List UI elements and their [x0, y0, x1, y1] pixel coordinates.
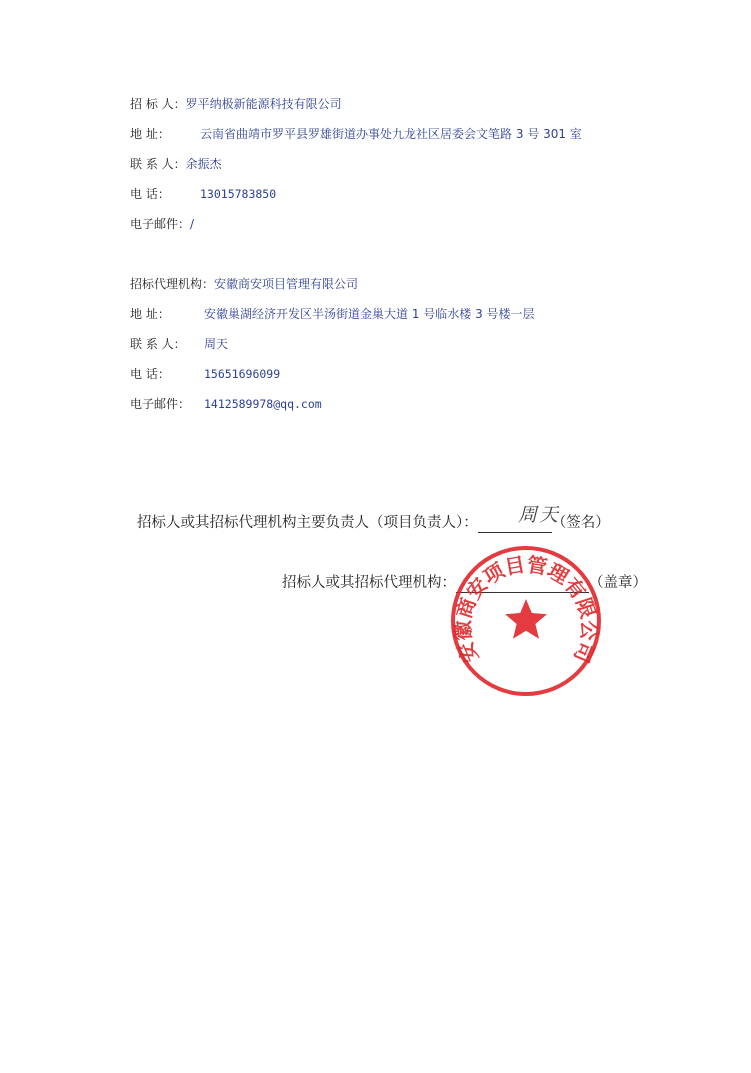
agency-name-line	[130, 276, 358, 292]
handwritten-signature: 周天	[518, 504, 561, 526]
seal-text: 安徽商安项目管理有限公司	[450, 552, 602, 667]
agency-phone-label: 电 话：	[130, 367, 170, 381]
tenderer-name-line	[130, 96, 342, 112]
tenderer-phone-label: 电 话：	[130, 187, 170, 201]
tenderer-address-label: 地 址：	[130, 127, 170, 141]
tenderer-contact-label: 联 系 人：	[130, 157, 186, 171]
tenderer-address: 云南省曲靖市罗平县罗雄街道办事处九龙社区居委会文笔路 3 号 301 室	[200, 127, 582, 141]
agency-address: 安徽巢湖经济开发区半汤街道金巢大道 1 号临水楼 3 号楼一层	[204, 307, 535, 321]
tenderer-name-label: 招 标 人：	[130, 97, 186, 111]
principal-suffix: （签名）	[551, 515, 610, 531]
agency-contact-label: 联 系 人：	[130, 337, 186, 351]
tenderer-contact: 余振杰	[185, 157, 222, 171]
tenderer-email-line	[130, 216, 194, 232]
agency-phone: 15651696099	[204, 367, 281, 381]
agency-address-label: 地 址：	[130, 307, 170, 321]
agency-phone-line	[130, 366, 280, 382]
tenderer-phone-line	[130, 186, 276, 202]
agency-name: 安徽商安项目管理有限公司	[214, 277, 359, 291]
tenderer-name: 罗平纳极新能源科技有限公司	[185, 97, 342, 111]
agency-email-line	[130, 396, 322, 412]
seal-star-icon	[505, 599, 547, 639]
agency-email-label: 电子邮件：	[130, 397, 191, 411]
agency-name-label: 招标代理机构：	[130, 277, 215, 291]
agency-contact: 周天	[204, 337, 229, 351]
agency-email: 1412589978@qq.com	[204, 397, 322, 411]
org-suffix: （盖章）	[589, 575, 647, 591]
tenderer-email-label: 电子邮件：	[130, 217, 191, 231]
agency-contact-line	[130, 336, 228, 352]
tenderer-address-line	[130, 126, 582, 142]
tenderer-email: /	[190, 217, 195, 231]
tenderer-contact-line	[130, 156, 222, 172]
org-label: 招标人或其招标代理机构：	[282, 575, 456, 591]
agency-address-line	[130, 306, 535, 322]
tenderer-phone: 13015783850	[200, 187, 277, 201]
company-seal	[448, 543, 604, 699]
principal-label: 招标人或其招标代理机构主要负责人（项目负责人）：	[137, 515, 478, 531]
